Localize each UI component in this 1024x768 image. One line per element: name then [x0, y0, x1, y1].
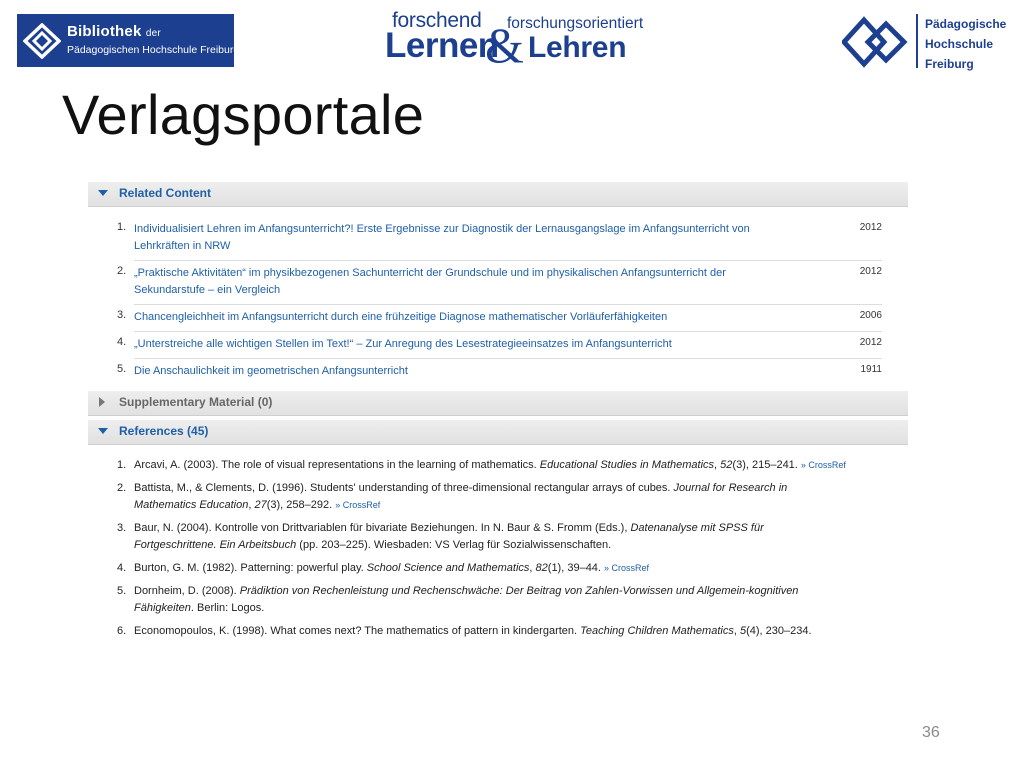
reference-text: Arcavi, A. (2003). The role of visual representations in the learning of mathematics.	[134, 459, 540, 471]
reference-source-title: Educational Studies in Mathematics	[539, 459, 715, 471]
logo-word-forschend: forschend	[392, 9, 482, 32]
publisher-portal-screenshot	[88, 182, 908, 646]
reference-text: Baur, N. (2004). Kontrolle von Drittvariablen für bivariate Beziehungen. In N. Baur & S. Fromm (Eds.),	[134, 522, 631, 534]
reference-volume: 5	[739, 625, 747, 637]
reference-source-title: Teaching Children Mathematics	[580, 625, 734, 637]
reference-item	[117, 583, 848, 617]
reference-separator: ,	[714, 459, 721, 471]
list-item: 3. Chancengleichheit im Anfangsunterricht durch eine frühzeitige Diagnose mathematischer Vorläuferfähigkeiten 2006	[134, 305, 882, 332]
reference-separator: ,	[733, 625, 740, 637]
reference-details: (3), 215–241.	[732, 459, 801, 471]
reference-details: (4), 230–234.	[746, 625, 812, 637]
crossref-link[interactable]: » CrossRef	[604, 563, 650, 573]
library-logo-subtitle: Pädagogischen Hochschule Freiburg	[67, 44, 240, 56]
reference-details: (pp. 203–225). Wiesbaden: VS Verlag für Sozialwissenschaften.	[296, 539, 612, 551]
reference-separator: ,	[248, 499, 255, 511]
library-logo-title: Bibliothek der	[67, 23, 161, 40]
reference-item	[117, 623, 848, 640]
reference-text: Economopoulos, K. (1998). What comes next? The mathematics of pattern in kindergarten.	[134, 625, 581, 637]
related-item-year: 2012	[859, 222, 882, 233]
slide-title: Verlagsportale	[62, 83, 425, 146]
related-item-link[interactable]: „Unterstreiche alle wichtigen Stellen im Text!“ – Zur Anregung des Lesestrategieeinsatzes im Anfangsunterricht	[134, 338, 672, 350]
related-item-link[interactable]: „Praktische Aktivitäten“ im physikbezogenen Sachunterricht der Grundschule und im physikalischen Anfangsunterricht der Sekundarstufe – ein Vergleich	[134, 267, 726, 296]
related-item-year: 1911	[860, 364, 882, 375]
references-list	[88, 445, 908, 640]
reference-source-title: Datenanalyse mit SPSS für Fortgeschrittene. Ein Arbeitsbuch	[134, 522, 764, 551]
reference-number: 3.	[117, 522, 127, 534]
reference-number: 1.	[117, 459, 127, 471]
related-item-link[interactable]: Die Anschaulichkeit im geometrischen Anfangsunterricht	[134, 365, 408, 377]
related-content-label: Related Content	[119, 186, 212, 200]
reference-number: 5.	[117, 585, 127, 597]
supplementary-material-label: Supplementary Material (0)	[119, 395, 273, 409]
reference-separator: ,	[529, 562, 536, 574]
ph-diamond-icon	[842, 16, 910, 68]
reference-source-title: Journal for Research in Mathematics Education	[134, 482, 788, 511]
reference-number: 6.	[117, 625, 127, 637]
references-label: References (45)	[119, 424, 209, 438]
supplementary-material-header[interactable]	[88, 391, 908, 416]
reference-details: (1), 39–44.	[547, 562, 605, 574]
crossref-link[interactable]: » CrossRef	[800, 460, 846, 470]
references-header[interactable]	[88, 420, 908, 445]
reference-details: . Berlin: Logos.	[190, 602, 265, 614]
related-content-header[interactable]	[88, 182, 908, 207]
related-item-year: 2006	[859, 310, 882, 321]
related-item-link[interactable]: Chancengleichheit im Anfangsunterricht durch eine frühzeitige Diagnose mathematischer Vorläuferfähigkeiten	[134, 311, 668, 323]
related-content-list	[88, 207, 908, 391]
forschend-lernen-logo	[385, 8, 675, 73]
logo-word-forschungsorientiert: forschungsorientiert	[507, 15, 644, 32]
reference-item	[117, 560, 848, 577]
list-item: 2. „Praktische Aktivitäten“ im physikbezogenen Sachunterricht der Grundschule und im physikalischen Anfangsunterricht der Sekundarstufe – ein Vergleich 2012	[134, 261, 882, 305]
related-item-year: 2012	[859, 337, 882, 348]
expanded-triangle-icon	[98, 190, 108, 196]
logo-word-lehren: Lehren	[528, 31, 627, 64]
reference-volume: 52	[720, 459, 733, 471]
reference-item	[117, 480, 848, 514]
logo-word-lernen: Lernen	[385, 26, 499, 65]
collapsed-triangle-icon	[99, 397, 105, 407]
crossref-link[interactable]: » CrossRef	[335, 500, 381, 510]
reference-source-title: Prädiktion von Rechenleistung und Rechenschwäche: Der Beitrag von Zahlen-Vorwissen und Allgemein-kognitiven Fähigkeiten	[134, 585, 799, 614]
reference-text: Dornheim, D. (2008).	[134, 585, 240, 597]
list-item: 5. Die Anschaulichkeit im geometrischen Anfangsunterricht 1911	[134, 359, 882, 385]
reference-item	[117, 457, 848, 474]
library-diamond-icon	[23, 23, 61, 59]
reference-text: Battista, M., & Clements, D. (1996). Students' understanding of three-dimensional rectangular arrays of cubes.	[134, 482, 674, 494]
list-item: 4. „Unterstreiche alle wichtigen Stellen im Text!“ – Zur Anregung des Lesestrategieeinsatzes im Anfangsunterricht 2012	[134, 332, 882, 359]
list-item: 1. Individualisiert Lehren im Anfangsunterricht?! Erste Ergebnisse zur Diagnostik der Lernausgangslage im Anfangsunterricht von Lehrkräften in NRW 2012	[134, 217, 882, 261]
related-item-link[interactable]: Individualisiert Lehren im Anfangsunterricht?! Erste Ergebnisse zur Diagnostik der Lernausgangslage im Anfangsunterricht von Lehrkräften in NRW	[134, 223, 750, 252]
reference-details: (3), 258–292.	[266, 499, 336, 511]
related-item-year: 2012	[859, 266, 882, 277]
reference-source-title: School Science and Mathematics	[366, 562, 530, 574]
expanded-triangle-icon	[98, 428, 108, 434]
ph-logo-text: Pädagogische Hochschule Freiburg	[925, 17, 1007, 71]
reference-volume: 27	[254, 499, 267, 511]
ph-freiburg-logo	[842, 12, 1012, 72]
reference-number: 4.	[117, 562, 127, 574]
reference-item	[117, 520, 848, 554]
library-logo	[17, 14, 240, 67]
reference-number: 2.	[117, 482, 127, 494]
reference-volume: 82	[535, 562, 548, 574]
ph-logo-divider	[916, 14, 918, 68]
reference-text: Burton, G. M. (1982). Patterning: powerful play.	[134, 562, 367, 574]
page-number: 36	[922, 724, 940, 741]
logo-ampersand: &	[485, 17, 524, 73]
